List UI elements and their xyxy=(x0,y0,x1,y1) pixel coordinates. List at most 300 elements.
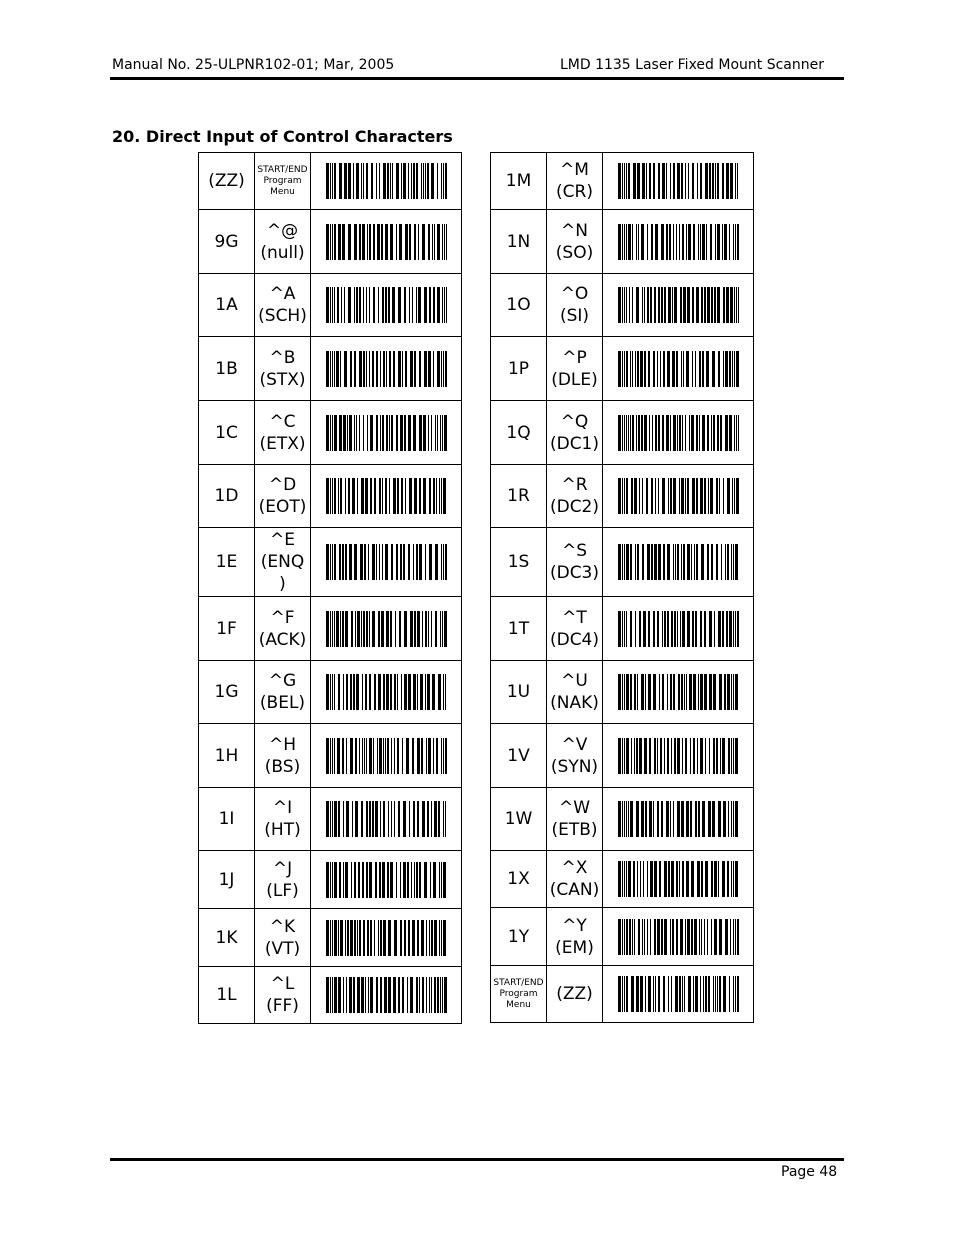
barcode-bar xyxy=(401,163,402,199)
barcode-bar xyxy=(383,351,385,387)
barcode-bar xyxy=(433,351,434,387)
code-label: 1S xyxy=(507,552,530,572)
barcode-bar xyxy=(735,919,736,955)
barcode-bar xyxy=(731,544,732,580)
barcode-bar xyxy=(735,544,738,580)
barcode-bar xyxy=(628,163,630,199)
barcode-bar xyxy=(413,674,416,710)
table-row xyxy=(199,210,462,274)
barcode-bar xyxy=(345,920,346,956)
barcode-bar xyxy=(369,287,370,323)
barcode-bar xyxy=(378,611,380,647)
barcode-bar xyxy=(622,674,623,710)
table-row xyxy=(491,528,754,597)
barcode-bar xyxy=(727,674,730,710)
barcode-bar xyxy=(425,674,426,710)
barcode-bar xyxy=(334,920,337,956)
barcode-cell xyxy=(603,337,754,401)
barcode-bar xyxy=(344,351,347,387)
table-row xyxy=(199,909,462,967)
barcode-bar xyxy=(637,861,638,897)
barcode-bar xyxy=(403,801,406,837)
barcode-bar xyxy=(432,674,435,710)
barcode-bar xyxy=(369,351,370,387)
barcode-bar xyxy=(632,351,633,387)
barcode-bar xyxy=(642,919,643,955)
barcode-bar xyxy=(433,862,436,898)
barcode-bar xyxy=(628,224,631,260)
barcode-bar xyxy=(396,224,397,260)
barcode-bar xyxy=(677,163,680,199)
character-label: (BEL) xyxy=(259,693,306,713)
barcode-bar xyxy=(404,920,406,956)
barcode-bar xyxy=(370,478,372,514)
barcode-bar xyxy=(731,674,732,710)
barcode-bar xyxy=(631,478,633,514)
code-label: 1Q xyxy=(506,422,531,443)
barcode-bar xyxy=(441,163,442,199)
barcode-bar xyxy=(661,919,663,955)
barcode-bar xyxy=(734,351,735,387)
barcode-bar xyxy=(704,611,706,647)
barcode-bar xyxy=(690,738,691,774)
barcode-bar xyxy=(678,674,680,710)
barcode-bar xyxy=(356,163,359,199)
barcode-bar xyxy=(362,738,363,774)
barcode-bar xyxy=(445,163,447,199)
barcode-bar xyxy=(686,861,689,897)
barcode-bar xyxy=(622,801,623,837)
barcode-bar xyxy=(713,738,715,774)
character-label: (SI) xyxy=(559,306,590,326)
character-cell xyxy=(547,337,603,401)
barcode-bar xyxy=(356,287,358,323)
barcode-bar xyxy=(735,801,738,837)
table-row xyxy=(199,597,462,661)
barcode-bar xyxy=(641,224,644,260)
code-cell xyxy=(491,661,547,724)
barcode-bar xyxy=(431,920,433,956)
barcode-bar xyxy=(637,351,639,387)
barcode-bar xyxy=(704,674,707,710)
barcode-bar xyxy=(428,738,431,774)
barcode-bar xyxy=(703,976,704,1012)
barcode-bar xyxy=(339,163,342,199)
barcode xyxy=(618,224,739,260)
barcode-bar xyxy=(379,862,381,898)
barcode-bar xyxy=(737,163,738,199)
barcode-bar xyxy=(381,224,383,260)
barcode-bar xyxy=(685,478,686,514)
barcode-bar xyxy=(334,862,337,898)
barcode-bar xyxy=(691,919,693,955)
barcode-bar xyxy=(340,920,343,956)
barcode-bar xyxy=(653,976,654,1012)
section-title: 20. Direct Input of Control Characters xyxy=(112,127,453,146)
barcode-bar xyxy=(687,544,690,580)
barcode-cell xyxy=(311,528,462,597)
barcode-bar xyxy=(630,544,632,580)
barcode-bar xyxy=(657,611,659,647)
barcode-bar xyxy=(343,674,344,710)
character-cell xyxy=(255,465,311,528)
barcode-bar xyxy=(729,351,731,387)
barcode-bar xyxy=(681,544,682,580)
barcode-bar xyxy=(653,611,655,647)
table-row xyxy=(491,908,754,966)
barcode-bar xyxy=(622,611,623,647)
character-label: (ENQ xyxy=(260,552,305,572)
code-cell xyxy=(199,465,255,528)
barcode-bar xyxy=(330,224,331,260)
barcode-bar xyxy=(326,415,329,451)
character-cell xyxy=(547,724,603,788)
barcode-bar xyxy=(332,351,333,387)
table-row xyxy=(199,967,462,1024)
character-label: ^E xyxy=(270,530,295,550)
barcode-bar xyxy=(701,544,704,580)
barcode-bar xyxy=(677,415,678,451)
barcode-bar xyxy=(704,919,705,955)
barcode-bar xyxy=(434,224,435,260)
character-label: ^V xyxy=(561,734,588,755)
barcode-bar xyxy=(618,287,621,323)
barcode-bar xyxy=(356,674,359,710)
barcode-bar xyxy=(722,224,723,260)
barcode-bar xyxy=(663,976,665,1012)
barcode-bar xyxy=(719,674,722,710)
barcode xyxy=(326,738,447,774)
barcode-bar xyxy=(375,801,378,837)
barcode-bar xyxy=(380,977,382,1013)
barcode-bar xyxy=(696,544,698,580)
barcode-bar xyxy=(662,163,665,199)
barcode-bar xyxy=(636,801,639,837)
barcode-bar xyxy=(726,163,729,199)
barcode-bar xyxy=(366,351,367,387)
barcode-cell xyxy=(603,788,754,851)
barcode-bar xyxy=(393,351,395,387)
barcode-bar xyxy=(618,674,621,710)
barcode-bar xyxy=(687,287,690,323)
barcode-bar xyxy=(358,862,360,898)
character-cell xyxy=(255,153,311,210)
barcode-bar xyxy=(440,415,441,451)
barcode-bar xyxy=(694,919,697,955)
barcode-bar xyxy=(668,478,669,514)
barcode-bar xyxy=(692,287,694,323)
barcode-bar xyxy=(442,224,443,260)
barcode-bar xyxy=(626,163,627,199)
barcode-bar xyxy=(365,674,367,710)
barcode-bar xyxy=(354,287,355,323)
barcode-bar xyxy=(644,919,645,955)
barcode-bar xyxy=(687,919,690,955)
barcode-bar xyxy=(686,351,689,387)
barcode-bar xyxy=(436,738,438,774)
barcode-bar xyxy=(348,163,351,199)
barcode-bar xyxy=(655,478,656,514)
barcode-bar xyxy=(725,351,728,387)
barcode-bar xyxy=(390,862,393,898)
barcode-bar xyxy=(368,977,369,1013)
barcode-bar xyxy=(396,163,399,199)
barcode-bar xyxy=(362,224,365,260)
code-label: 9G xyxy=(214,231,239,252)
barcode-bar xyxy=(369,801,371,837)
barcode-bar xyxy=(423,415,426,451)
barcode-bar xyxy=(334,478,336,514)
barcode-bar xyxy=(377,224,380,260)
barcode-bar xyxy=(430,862,431,898)
barcode-bar xyxy=(352,478,355,514)
barcode-bar xyxy=(654,861,657,897)
barcode-bar xyxy=(407,977,408,1013)
barcode-bar xyxy=(736,478,739,514)
barcode-bar xyxy=(363,163,364,199)
barcode-bar xyxy=(390,611,392,647)
character-label: ^@ xyxy=(266,220,299,241)
barcode-bar xyxy=(709,738,710,774)
barcode-bar xyxy=(369,862,372,898)
barcode-bar xyxy=(682,738,683,774)
barcode-bar xyxy=(440,977,441,1013)
barcode-bar xyxy=(441,351,442,387)
barcode-bar xyxy=(657,738,658,774)
barcode-bar xyxy=(636,287,639,323)
barcode-bar xyxy=(685,738,687,774)
barcode-bar xyxy=(396,544,398,580)
barcode-bar xyxy=(423,478,426,514)
barcode-bar xyxy=(354,351,356,387)
barcode-bar xyxy=(641,801,644,837)
barcode-bar xyxy=(649,415,650,451)
barcode-bar xyxy=(699,919,700,955)
barcode-bar xyxy=(618,861,621,897)
character-label: (ETB) xyxy=(551,820,598,840)
barcode-bar xyxy=(654,544,657,580)
barcode-bar xyxy=(650,861,653,897)
barcode-bar xyxy=(334,415,337,451)
barcode-bar xyxy=(637,674,638,710)
barcode-bar xyxy=(688,163,689,199)
barcode-bar xyxy=(383,163,386,199)
table-row xyxy=(199,724,462,788)
barcode-bar xyxy=(666,415,669,451)
barcode-cell xyxy=(603,597,754,661)
barcode-bar xyxy=(728,738,730,774)
barcode-bar xyxy=(342,224,345,260)
character-label: (LF) xyxy=(266,880,299,901)
barcode-bar xyxy=(434,977,436,1013)
barcode-bar xyxy=(701,861,703,897)
barcode-bar xyxy=(707,287,710,323)
barcode-bar xyxy=(379,163,380,199)
barcode xyxy=(618,674,739,710)
barcode-bar xyxy=(716,738,718,774)
barcode-bar xyxy=(724,224,727,260)
barcode-bar xyxy=(622,478,623,514)
barcode-bar xyxy=(418,224,419,260)
barcode-cell xyxy=(311,401,462,465)
barcode-bar xyxy=(641,674,644,710)
code-label: 1W xyxy=(504,809,533,829)
character-cell xyxy=(255,661,311,724)
barcode-bar xyxy=(338,224,341,260)
barcode-cell xyxy=(603,528,754,597)
code-cell xyxy=(491,966,547,1023)
barcode-bar xyxy=(369,738,372,774)
barcode-bar xyxy=(348,287,351,323)
barcode-bar xyxy=(417,611,420,647)
barcode-bar xyxy=(445,544,447,580)
barcode-bar xyxy=(663,351,665,387)
barcode-bar xyxy=(356,415,357,451)
barcode-bar xyxy=(400,862,401,898)
barcode-bar xyxy=(626,674,629,710)
barcode-bar xyxy=(719,478,720,514)
barcode-bar xyxy=(386,351,387,387)
character-cell xyxy=(547,528,603,597)
character-label: ^J xyxy=(272,858,293,879)
barcode-bar xyxy=(714,287,716,323)
barcode xyxy=(326,415,447,451)
barcode-bar xyxy=(397,478,399,514)
barcode-bar xyxy=(699,415,700,451)
barcode-bar xyxy=(680,611,681,647)
barcode-bar xyxy=(719,976,721,1012)
barcode-bar xyxy=(381,611,384,647)
barcode-bar xyxy=(679,478,680,514)
barcode-bar xyxy=(699,351,701,387)
barcode-bar xyxy=(413,544,414,580)
barcode-bar xyxy=(385,544,388,580)
barcode-bar xyxy=(643,611,646,647)
code-cell xyxy=(491,528,547,597)
barcode xyxy=(326,544,447,580)
barcode-bar xyxy=(701,919,702,955)
barcode-bar xyxy=(626,919,628,955)
barcode-bar xyxy=(723,976,726,1012)
barcode-bar xyxy=(707,544,709,580)
barcode-bar xyxy=(399,611,401,647)
barcode-bar xyxy=(728,801,729,837)
barcode-bar xyxy=(717,163,719,199)
barcode-bar xyxy=(711,287,713,323)
barcode-bar xyxy=(353,674,355,710)
barcode-bar xyxy=(685,919,686,955)
barcode-bar xyxy=(650,919,651,955)
barcode-bar xyxy=(648,976,651,1012)
barcode-bar xyxy=(677,738,680,774)
barcode-bar xyxy=(723,287,725,323)
barcode-bar xyxy=(661,287,663,323)
code-label: 1K xyxy=(215,927,238,948)
barcode-bar xyxy=(346,801,349,837)
barcode-bar xyxy=(376,163,377,199)
barcode-bar xyxy=(338,801,340,837)
barcode-bar xyxy=(681,674,683,710)
character-cell xyxy=(547,788,603,851)
barcode-bar xyxy=(644,738,647,774)
barcode-bar xyxy=(633,163,636,199)
barcode-bar xyxy=(700,478,703,514)
barcode-bar xyxy=(373,738,374,774)
barcode-bar xyxy=(359,415,360,451)
barcode-bar xyxy=(349,977,352,1013)
barcode-bar xyxy=(332,738,333,774)
barcode-bar xyxy=(723,478,724,514)
code-cell xyxy=(199,661,255,724)
barcode-bar xyxy=(382,415,384,451)
barcode-cell xyxy=(603,966,754,1023)
table-row xyxy=(491,851,754,908)
barcode-bar xyxy=(682,224,684,260)
barcode-bar xyxy=(332,801,333,837)
barcode-bar xyxy=(350,738,353,774)
barcode-bar xyxy=(361,478,364,514)
character-label: ^K xyxy=(269,916,296,937)
barcode-bar xyxy=(622,544,623,580)
barcode-bar xyxy=(624,738,625,774)
barcode-bar xyxy=(350,674,352,710)
character-label: (EM) xyxy=(555,937,594,958)
barcode-bar xyxy=(419,862,421,898)
barcode-bar xyxy=(398,977,400,1013)
barcode xyxy=(326,287,447,323)
barcode-bar xyxy=(711,919,712,955)
barcode-bar xyxy=(662,415,664,451)
barcode-bar xyxy=(720,738,721,774)
character-cell xyxy=(255,274,311,337)
barcode-bar xyxy=(705,163,708,199)
character-label: ^D xyxy=(268,475,297,495)
barcode-cell xyxy=(603,401,754,465)
barcode-bar xyxy=(330,351,331,387)
barcode-bar xyxy=(655,415,657,451)
barcode-bar xyxy=(716,544,718,580)
character-label: ^L xyxy=(270,974,295,994)
table-row xyxy=(199,401,462,465)
barcode-bar xyxy=(738,287,739,323)
barcode-bar xyxy=(417,738,420,774)
character-label: ^Y xyxy=(562,915,587,936)
barcode-bar xyxy=(733,544,734,580)
barcode-bar xyxy=(689,674,692,710)
barcode xyxy=(326,224,447,260)
barcode-bar xyxy=(700,738,703,774)
barcode-bar xyxy=(428,224,430,260)
barcode-bar xyxy=(414,478,417,514)
code-label: 1C xyxy=(215,422,238,443)
barcode-bar xyxy=(373,287,375,323)
barcode-bar xyxy=(387,163,389,199)
barcode-bar xyxy=(330,801,331,837)
character-label: ^B xyxy=(269,347,296,368)
barcode-bar xyxy=(340,611,341,647)
barcode-bar xyxy=(348,224,351,260)
barcode-bar xyxy=(626,976,628,1012)
barcode-bar xyxy=(392,163,393,199)
barcode-bar xyxy=(427,801,429,837)
code-label: Menu xyxy=(506,999,531,1010)
barcode-bar xyxy=(446,287,447,323)
barcode-bar xyxy=(372,611,375,647)
barcode-bar xyxy=(364,544,366,580)
barcode-bar xyxy=(326,862,329,898)
barcode-bar xyxy=(648,674,651,710)
character-label: ^S xyxy=(561,541,588,561)
